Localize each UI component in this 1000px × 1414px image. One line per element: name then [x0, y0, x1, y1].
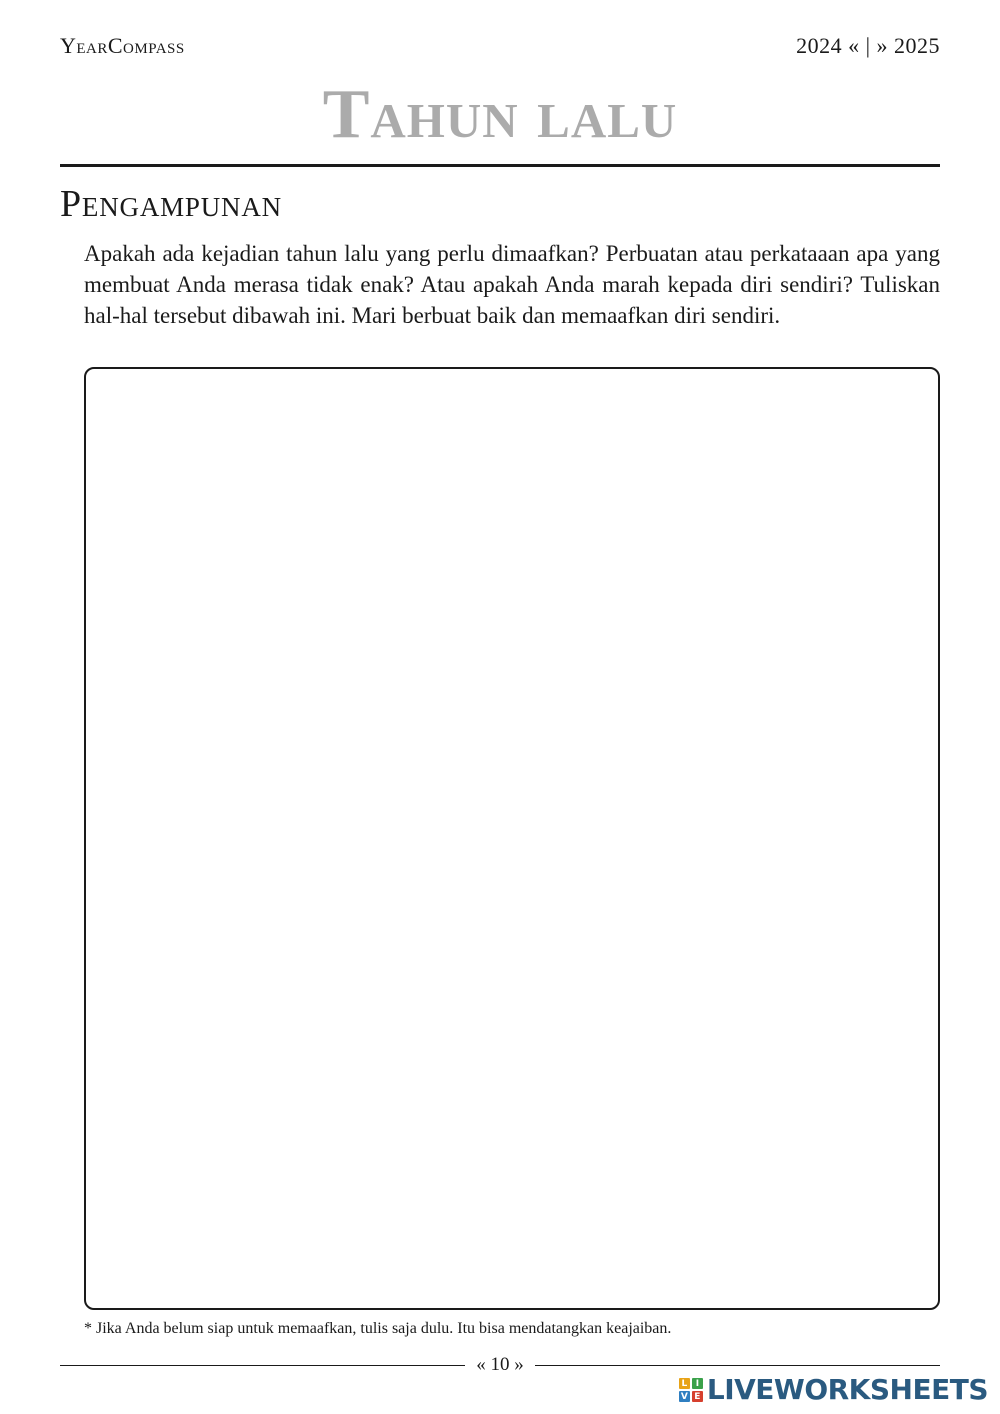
section-prompt: Apakah ada kejadian tahun lalu yang perlu dimaafkan? Perbuatan atau perkataaan apa yang membuat Anda merasa tidak enak? Atau apakah Anda marah kepada diri sendiri? Tuliskan hal-hal tersebut dibawah ini. Mari berbuat baik dan memaafkan diri sendiri. — [84, 241, 940, 328]
logo-cell-e: E — [692, 1391, 703, 1402]
page-number: « 10 » — [476, 1354, 524, 1375]
logo-cell-l: L — [679, 1378, 690, 1389]
page-title: Tahun lalu — [322, 76, 678, 153]
liveworksheets-logo — [679, 1374, 988, 1406]
logo-cell-i: I — [692, 1378, 703, 1389]
liveworksheets-icon — [679, 1378, 703, 1402]
logo-cell-v: V — [679, 1391, 690, 1402]
writing-area[interactable] — [84, 367, 940, 1310]
title-divider — [60, 164, 940, 167]
section-title: Pengampunan — [60, 183, 282, 225]
footer-divider-right — [535, 1365, 940, 1366]
footer-divider-left — [60, 1365, 465, 1366]
liveworksheets-wordmark: LIVEWORKSHEETS — [706, 1373, 988, 1406]
year-range: 2024 « | » 2025 — [796, 33, 940, 58]
footnote: * Jika Anda belum siap untuk memaafkan, tulis saja dulu. Itu bisa mendatangkan keajaiban. — [84, 1320, 672, 1337]
brand-name: YearCompass — [60, 33, 185, 58]
